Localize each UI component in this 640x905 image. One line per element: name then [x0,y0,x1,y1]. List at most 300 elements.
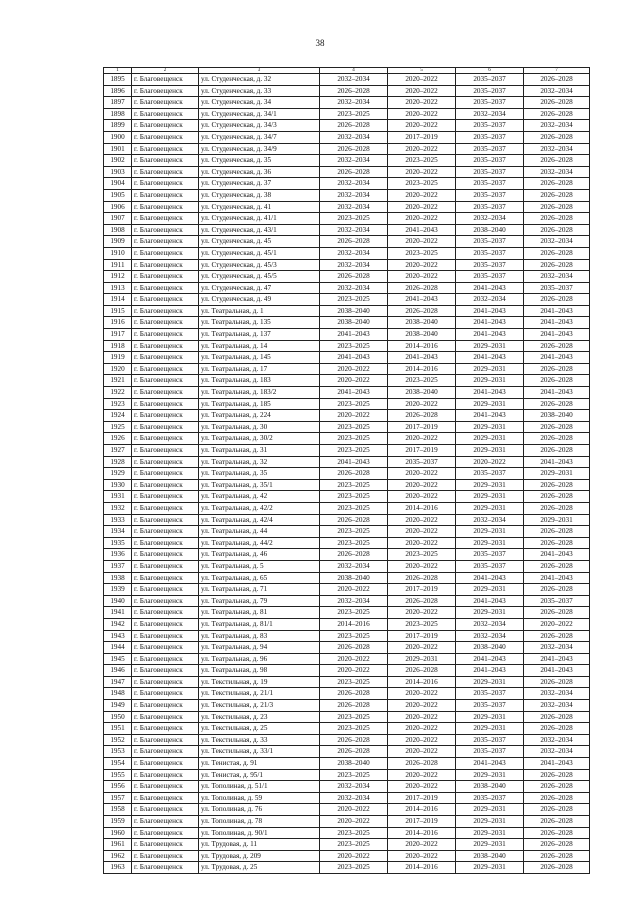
period-cell-5: 2017–2019 [388,816,456,828]
address-cell: ул. Студенческая, д. 34/3 [199,120,320,132]
period-cell-6: 2032–2034 [456,618,524,630]
period-cell-4: 2041–2043 [320,352,388,364]
address-cell: ул. Театральная, д. 81 [199,607,320,619]
period-cell-5: 2023–2025 [388,155,456,167]
period-cell-7: 2041–2043 [524,665,590,677]
period-cell-6: 2029–2031 [456,502,524,514]
address-cell: ул. Театральная, д. 44/2 [199,537,320,549]
period-cell-5: 2026–2028 [388,305,456,317]
table-row [104,178,590,190]
column-number: 6 [456,68,524,74]
address-cell: ул. Трудовая, д. 11 [199,839,320,851]
period-cell-7: 2026–2028 [524,711,590,723]
city-cell: г. Благовещенск [132,398,199,410]
period-cell-6: 2035–2037 [456,189,524,201]
table-row [104,526,590,538]
period-cell-4: 2032–2034 [320,259,388,271]
city-cell: г. Благовещенск [132,688,199,700]
address-cell: ул. Театральная, д. 96 [199,653,320,665]
row-number: 1959 [104,816,132,828]
city-cell: г. Благовещенск [132,723,199,735]
address-cell: ул. Тополиная, д. 51/1 [199,781,320,793]
period-cell-7: 2035–2037 [524,595,590,607]
period-cell-4: 2041–2043 [320,329,388,341]
table-row [104,282,590,294]
column-number: 7 [524,68,590,74]
table-row [104,131,590,143]
row-number: 1928 [104,456,132,468]
period-cell-6: 2029–2031 [456,676,524,688]
table-row [104,387,590,399]
period-cell-7: 2026–2028 [524,201,590,213]
table-row [104,468,590,480]
period-cell-6: 2032–2034 [456,213,524,225]
period-cell-4: 2023–2025 [320,723,388,735]
address-cell: ул. Текстильная, д. 21/1 [199,688,320,700]
row-number: 1913 [104,282,132,294]
city-cell: г. Благовещенск [132,676,199,688]
period-cell-4: 2026–2028 [320,549,388,561]
period-cell-7: 2026–2028 [524,108,590,120]
period-cell-7: 2032–2034 [524,271,590,283]
period-cell-4: 2023–2025 [320,213,388,225]
table-row [104,247,590,259]
address-cell: ул. Театральная, д. 32 [199,456,320,468]
row-number: 1950 [104,711,132,723]
city-cell: г. Благовещенск [132,155,199,167]
row-number: 1944 [104,642,132,654]
table-row [104,862,590,874]
period-cell-6: 2041–2043 [456,282,524,294]
period-cell-7: 2035–2037 [524,282,590,294]
row-number: 1908 [104,224,132,236]
city-cell: г. Благовещенск [132,850,199,862]
period-cell-7: 2026–2028 [524,340,590,352]
period-cell-6: 2029–2031 [456,862,524,874]
city-cell: г. Благовещенск [132,549,199,561]
period-cell-6: 2029–2031 [456,421,524,433]
period-cell-4: 2023–2025 [320,433,388,445]
column-number: 4 [320,68,388,74]
period-cell-4: 2026–2028 [320,700,388,712]
city-cell: г. Благовещенск [132,305,199,317]
row-number: 1952 [104,734,132,746]
address-cell: ул. Театральная, д. 14 [199,340,320,352]
row-number: 1954 [104,758,132,770]
period-cell-4: 2020–2022 [320,665,388,677]
address-cell: ул. Студенческая, д. 49 [199,294,320,306]
period-cell-4: 2032–2034 [320,781,388,793]
period-cell-7: 2026–2028 [524,723,590,735]
city-cell: г. Благовещенск [132,340,199,352]
period-cell-7: 2032–2034 [524,85,590,97]
row-number: 1945 [104,653,132,665]
address-cell: ул. Трудовая, д. 25 [199,862,320,874]
row-number: 1904 [104,178,132,190]
table-row [104,653,590,665]
row-number: 1926 [104,433,132,445]
table-row [104,271,590,283]
period-cell-4: 2023–2025 [320,862,388,874]
period-cell-4: 2032–2034 [320,595,388,607]
city-cell: г. Благовещенск [132,653,199,665]
city-cell: г. Благовещенск [132,734,199,746]
period-cell-5: 2014–2016 [388,363,456,375]
period-cell-7: 2026–2028 [524,178,590,190]
period-cell-6: 2041–2043 [456,653,524,665]
row-number: 1896 [104,85,132,97]
row-number: 1930 [104,479,132,491]
table-row [104,607,590,619]
table-row [104,630,590,642]
period-cell-7: 2029–2031 [524,514,590,526]
address-cell: ул. Студенческая, д. 33 [199,85,320,97]
period-cell-5: 2020–2022 [388,166,456,178]
table-row [104,804,590,816]
period-cell-6: 2041–2043 [456,352,524,364]
city-cell: г. Благовещенск [132,120,199,132]
period-cell-4: 2026–2028 [320,468,388,480]
period-cell-6: 2035–2037 [456,746,524,758]
table-row [104,792,590,804]
city-cell: г. Благовещенск [132,375,199,387]
row-number: 1910 [104,247,132,259]
table-row [104,375,590,387]
period-cell-7: 2026–2028 [524,259,590,271]
address-cell: ул. Текстильная, д. 19 [199,676,320,688]
table-row [104,97,590,109]
city-cell: г. Благовещенск [132,236,199,248]
period-cell-7: 2026–2028 [524,213,590,225]
period-cell-5: 2038–2040 [388,387,456,399]
period-cell-5: 2020–2022 [388,688,456,700]
address-cell: ул. Театральная, д. 31 [199,445,320,457]
period-cell-4: 2023–2025 [320,711,388,723]
row-number: 1925 [104,421,132,433]
period-cell-7: 2026–2028 [524,421,590,433]
period-cell-5: 2020–2022 [388,514,456,526]
address-cell: ул. Театральная, д. 137 [199,329,320,341]
period-cell-4: 2023–2025 [320,502,388,514]
table-row [104,74,590,86]
period-cell-6: 2035–2037 [456,560,524,572]
period-cell-4: 2041–2043 [320,456,388,468]
period-cell-4: 2026–2028 [320,746,388,758]
period-cell-6: 2041–2043 [456,329,524,341]
table-body [104,74,590,874]
city-cell: г. Благовещенск [132,421,199,433]
row-number: 1956 [104,781,132,793]
city-cell: г. Благовещенск [132,514,199,526]
city-cell: г. Благовещенск [132,387,199,399]
period-cell-5: 2014–2016 [388,340,456,352]
period-cell-4: 2023–2025 [320,827,388,839]
table-row [104,839,590,851]
period-cell-5: 2020–2022 [388,607,456,619]
table-row [104,189,590,201]
address-cell: ул. Студенческая, д. 36 [199,166,320,178]
period-cell-4: 2020–2022 [320,653,388,665]
city-cell: г. Благовещенск [132,479,199,491]
address-cell: ул. Тенистая, д. 91 [199,758,320,770]
table-row [104,479,590,491]
period-cell-6: 2035–2037 [456,259,524,271]
table-row [104,723,590,735]
period-cell-4: 2032–2034 [320,97,388,109]
period-cell-5: 2020–2022 [388,526,456,538]
address-cell: ул. Текстильная, д. 25 [199,723,320,735]
row-number: 1927 [104,445,132,457]
period-cell-6: 2041–2043 [456,410,524,422]
table-row [104,410,590,422]
address-cell: ул. Театральная, д. 35 [199,468,320,480]
row-number: 1919 [104,352,132,364]
period-cell-7: 2026–2028 [524,375,590,387]
period-cell-5: 2017–2019 [388,445,456,457]
period-cell-6: 2029–2031 [456,827,524,839]
city-cell: г. Благовещенск [132,862,199,874]
row-number: 1914 [104,294,132,306]
period-cell-5: 2020–2022 [388,746,456,758]
period-cell-5: 2014–2016 [388,862,456,874]
period-cell-5: 2020–2022 [388,642,456,654]
table-row [104,827,590,839]
address-cell: ул. Тополиная, д. 59 [199,792,320,804]
table-row [104,143,590,155]
address-cell: ул. Тополиная, д. 78 [199,816,320,828]
table-row [104,108,590,120]
period-cell-4: 2023–2025 [320,839,388,851]
period-cell-4: 2032–2034 [320,247,388,259]
city-cell: г. Благовещенск [132,271,199,283]
city-cell: г. Благовещенск [132,816,199,828]
period-cell-6: 2029–2031 [456,537,524,549]
period-cell-4: 2023–2025 [320,526,388,538]
period-cell-6: 2035–2037 [456,166,524,178]
period-cell-5: 2020–2022 [388,189,456,201]
period-cell-4: 2020–2022 [320,363,388,375]
address-cell: ул. Театральная, д. 42/2 [199,502,320,514]
period-cell-4: 2032–2034 [320,178,388,190]
period-cell-7: 2032–2034 [524,166,590,178]
period-cell-7: 2026–2028 [524,97,590,109]
period-cell-7: 2032–2034 [524,746,590,758]
table-row [104,398,590,410]
period-cell-7: 2026–2028 [524,560,590,572]
row-number: 1951 [104,723,132,735]
table-row [104,642,590,654]
period-cell-6: 2041–2043 [456,305,524,317]
address-cell: ул. Студенческая, д. 34 [199,97,320,109]
address-cell: ул. Текстильная, д. 21/3 [199,700,320,712]
period-cell-6: 2038–2040 [456,642,524,654]
period-cell-7: 2026–2028 [524,769,590,781]
row-number: 1898 [104,108,132,120]
row-number: 1921 [104,375,132,387]
period-cell-5: 2014–2016 [388,804,456,816]
period-cell-5: 2020–2022 [388,537,456,549]
period-cell-5: 2020–2022 [388,97,456,109]
table-row [104,201,590,213]
address-cell: ул. Театральная, д. 1 [199,305,320,317]
table-row [104,421,590,433]
period-cell-7: 2041–2043 [524,317,590,329]
row-number: 1905 [104,189,132,201]
address-cell: ул. Театральная, д. 81/1 [199,618,320,630]
period-cell-4: 2041–2043 [320,387,388,399]
city-cell: г. Благовещенск [132,282,199,294]
period-cell-7: 2041–2043 [524,572,590,584]
address-cell: ул. Студенческая, д. 38 [199,189,320,201]
period-cell-4: 2023–2025 [320,294,388,306]
table-row [104,746,590,758]
table-row [104,305,590,317]
period-cell-4: 2023–2025 [320,340,388,352]
period-cell-7: 2041–2043 [524,549,590,561]
period-cell-5: 2020–2022 [388,769,456,781]
table-row [104,758,590,770]
table-row [104,850,590,862]
row-number: 1909 [104,236,132,248]
period-cell-6: 2035–2037 [456,236,524,248]
period-cell-4: 2032–2034 [320,189,388,201]
period-cell-4: 2020–2022 [320,375,388,387]
period-cell-5: 2023–2025 [388,247,456,259]
period-cell-6: 2029–2031 [456,769,524,781]
address-cell: ул. Театральная, д. 46 [199,549,320,561]
period-cell-4: 2032–2034 [320,792,388,804]
city-cell: г. Благовещенск [132,410,199,422]
period-cell-7: 2026–2028 [524,537,590,549]
period-cell-4: 2026–2028 [320,120,388,132]
address-cell: ул. Студенческая, д. 45 [199,236,320,248]
city-cell: г. Благовещенск [132,85,199,97]
period-cell-6: 2041–2043 [456,317,524,329]
period-cell-4: 2023–2025 [320,421,388,433]
address-cell: ул. Театральная, д. 79 [199,595,320,607]
period-cell-7: 2026–2028 [524,862,590,874]
period-cell-5: 2023–2025 [388,178,456,190]
period-cell-4: 2023–2025 [320,108,388,120]
period-cell-4: 2032–2034 [320,224,388,236]
city-cell: г. Благовещенск [132,294,199,306]
period-cell-4: 2020–2022 [320,804,388,816]
period-cell-6: 2035–2037 [456,792,524,804]
period-cell-6: 2041–2043 [456,387,524,399]
column-number: 1 [104,68,132,74]
period-cell-4: 2023–2025 [320,398,388,410]
period-cell-7: 2026–2028 [524,827,590,839]
period-cell-6: 2035–2037 [456,85,524,97]
row-number: 1961 [104,839,132,851]
period-cell-5: 2020–2022 [388,120,456,132]
table-row [104,502,590,514]
table-row [104,734,590,746]
row-number: 1949 [104,700,132,712]
period-cell-7: 2032–2034 [524,236,590,248]
period-cell-7: 2026–2028 [524,792,590,804]
period-cell-4: 2023–2025 [320,537,388,549]
period-cell-4: 2020–2022 [320,816,388,828]
period-cell-6: 2029–2031 [456,398,524,410]
period-cell-5: 2020–2022 [388,711,456,723]
city-cell: г. Благовещенск [132,259,199,271]
address-cell: ул. Студенческая, д. 37 [199,178,320,190]
city-cell: г. Благовещенск [132,143,199,155]
period-cell-4: 2032–2034 [320,155,388,167]
period-cell-5: 2020–2022 [388,839,456,851]
table-row [104,155,590,167]
period-cell-6: 2029–2031 [456,363,524,375]
city-cell: г. Благовещенск [132,758,199,770]
period-cell-7: 2026–2028 [524,676,590,688]
city-cell: г. Благовещенск [132,572,199,584]
period-cell-4: 2020–2022 [320,410,388,422]
address-cell: ул. Студенческая, д. 34/1 [199,108,320,120]
period-cell-7: 2026–2028 [524,816,590,828]
city-cell: г. Благовещенск [132,746,199,758]
period-cell-5: 2020–2022 [388,479,456,491]
city-cell: г. Благовещенск [132,352,199,364]
table-row [104,560,590,572]
address-cell: ул. Театральная, д. 44 [199,526,320,538]
address-cell: ул. Студенческая, д. 41/1 [199,213,320,225]
period-cell-5: 2020–2022 [388,850,456,862]
period-cell-7: 2026–2028 [524,189,590,201]
city-cell: г. Благовещенск [132,642,199,654]
period-cell-5: 2017–2019 [388,584,456,596]
period-cell-6: 2035–2037 [456,734,524,746]
period-cell-5: 2020–2022 [388,700,456,712]
city-cell: г. Благовещенск [132,700,199,712]
table-row [104,236,590,248]
period-cell-5: 2026–2028 [388,758,456,770]
period-cell-6: 2029–2031 [456,526,524,538]
table-row [104,120,590,132]
period-cell-5: 2026–2028 [388,572,456,584]
column-number: 5 [388,68,456,74]
row-number: 1900 [104,131,132,143]
address-cell: ул. Театральная, д. 5 [199,560,320,572]
table-row [104,584,590,596]
period-cell-5: 2020–2022 [388,734,456,746]
period-cell-5: 2020–2022 [388,108,456,120]
row-number: 1933 [104,514,132,526]
period-cell-5: 2026–2028 [388,595,456,607]
city-cell: г. Благовещенск [132,74,199,86]
city-cell: г. Благовещенск [132,108,199,120]
table-row [104,769,590,781]
row-number: 1938 [104,572,132,584]
table-row [104,665,590,677]
period-cell-4: 2038–2040 [320,758,388,770]
period-cell-5: 2041–2043 [388,294,456,306]
period-cell-6: 2035–2037 [456,247,524,259]
period-cell-5: 2020–2022 [388,398,456,410]
period-cell-6: 2035–2037 [456,688,524,700]
period-cell-5: 2035–2037 [388,456,456,468]
period-cell-4: 2026–2028 [320,688,388,700]
period-cell-7: 2032–2034 [524,120,590,132]
address-cell: ул. Студенческая, д. 35 [199,155,320,167]
city-cell: г. Благовещенск [132,201,199,213]
period-cell-6: 2029–2031 [456,711,524,723]
city-cell: г. Благовещенск [132,445,199,457]
period-cell-7: 2026–2028 [524,247,590,259]
row-number: 1932 [104,502,132,514]
period-cell-4: 2023–2025 [320,676,388,688]
period-cell-5: 2020–2022 [388,723,456,735]
